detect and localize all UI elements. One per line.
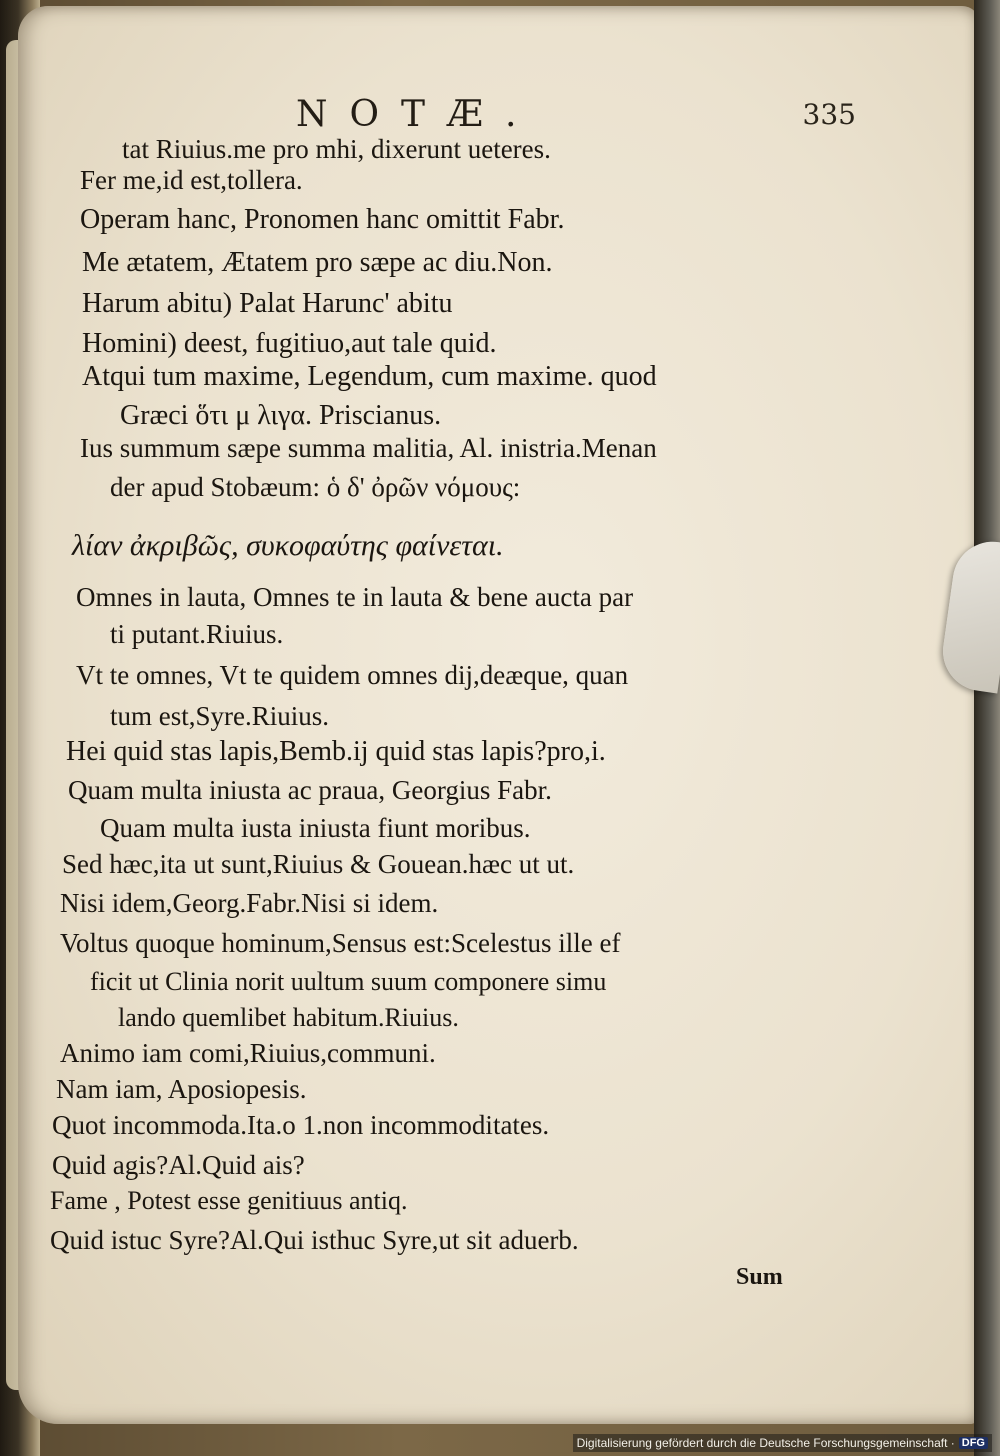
text-line: Græci ὅτι μ λιγα. Priscianus.: [120, 400, 442, 431]
text-line: Nam iam, Aposiopesis.: [56, 1074, 307, 1104]
text-line: Sed hæc,ita ut sunt,Riuius & Gouean.hæc ut ut.: [62, 849, 575, 879]
text-line: Voltus quoque hominum,Sensus est:Scelestus ille ef: [60, 928, 621, 958]
text-line: λίαν ἀκριβῶς, συκοφαύτης φαίνεται.: [72, 529, 504, 562]
text-line: Me ætatem, Ætatem pro sæpe ac diu.Non.: [82, 247, 553, 278]
text-line: Operam hanc, Pronomen hanc omittit Fabr.: [80, 204, 565, 235]
text-line: Ius summum sæpe summa malitia, Al. inistria.Menan: [80, 433, 657, 463]
catchword: Sum: [736, 1264, 783, 1290]
text-line: Quot incommoda.Ita.o 1.non incommoditates.: [52, 1110, 550, 1140]
text-line: Fame , Potest esse genitiuus antiq.: [50, 1186, 408, 1215]
text-line: Nisi idem,Georg.Fabr.Nisi si idem.: [60, 888, 439, 918]
text-line: tum est,Syre.Riuius.: [110, 701, 330, 731]
text-line: Quam multa iusta iniusta fiunt moribus.: [100, 813, 531, 843]
page-header: [296, 94, 856, 138]
text-line: ficit ut Clinia norit uultum suum componere simu: [90, 967, 607, 996]
text-line: Hei quid stas lapis,Bemb.ij quid stas lapis?pro,i.: [66, 736, 606, 767]
text-line: Omnes in lauta, Omnes te in lauta & bene aucta par: [76, 582, 634, 612]
text-line: Quam multa iniusta ac praua, Georgius Fabr.: [68, 775, 552, 805]
page-number: 335: [802, 98, 856, 131]
text-line: lando quemlibet habitum.Riuius.: [118, 1003, 459, 1032]
text-line: Harum abitu) Palat Harunc' abitu: [82, 288, 453, 319]
text-line: tat Riuius.me pro mhi, dixerunt ueteres.: [122, 134, 551, 164]
text-line: Fer me,id est,tollera.: [80, 165, 303, 195]
text-line: Atqui tum maxime, Legendum, cum maxime. quod: [82, 361, 657, 392]
digitization-credit: [573, 1434, 992, 1452]
text-line: Quid istuc Syre?Al.Qui isthuc Syre,ut sit aduerb.: [50, 1225, 579, 1255]
text-line: Animo iam comi,Riuius,communi.: [60, 1038, 436, 1068]
text-line: Homini) deest, fugitiuo,aut tale quid.: [82, 328, 497, 359]
text-line: ti putant.Riuius.: [110, 619, 284, 649]
page-right-edge: [974, 0, 1000, 1456]
running-head: NOTÆ.: [296, 94, 539, 135]
credit-text: Digitalisierung gefördert durch die Deutsche Forschungsgemeinschaft ·: [576, 1436, 955, 1450]
text-line: der apud Stobæum: ὁ δ' ὀρῶν νόμους:: [110, 472, 521, 502]
text-line: Vt te omnes, Vt te quidem omnes dij,deæque, quan: [76, 660, 629, 690]
dfg-logo: DFG: [959, 1437, 988, 1449]
text-line: Quid agis?Al.Quid ais?: [52, 1150, 305, 1180]
